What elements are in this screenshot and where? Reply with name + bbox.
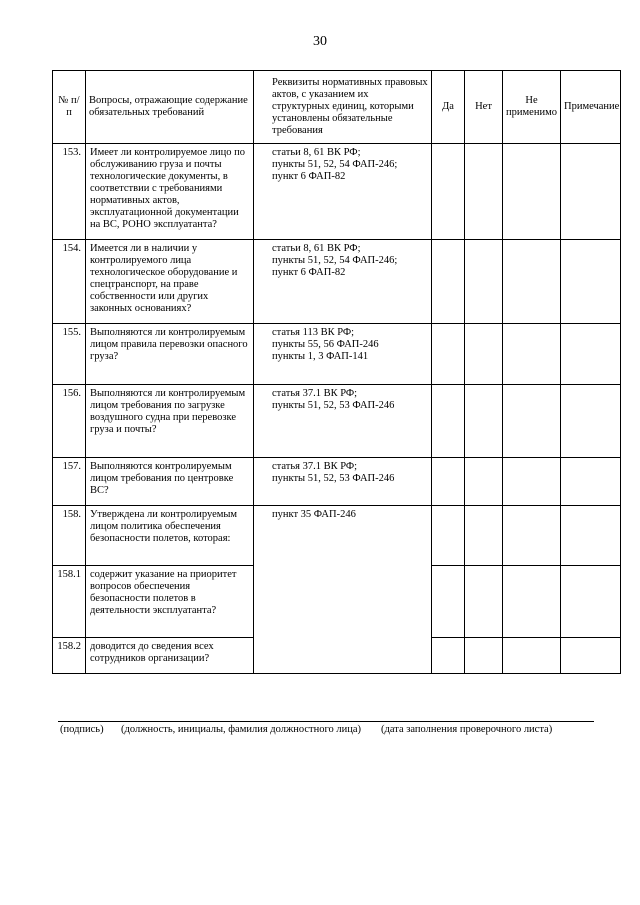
cell-note[interactable]	[561, 458, 621, 506]
cell-yes[interactable]	[432, 144, 465, 240]
row-question: содержит указание на приоритет вопросов обеспечения безопасности полетов в деятельности эксплуатанта?	[86, 566, 254, 638]
act-line: статьи 8, 61 ВК РФ;	[272, 147, 361, 158]
act-line: статья 37.1 ВК РФ;	[272, 461, 358, 472]
signature-line	[58, 721, 594, 722]
row-question: Выполняются ли контролируемым лицом требования по загрузке воздушного судна при перевозке груза и почты?	[86, 385, 254, 458]
table-header-row	[53, 71, 621, 144]
cell-no[interactable]	[465, 240, 503, 324]
cell-not-applicable[interactable]	[503, 566, 561, 638]
row-legal-acts	[254, 240, 432, 324]
act-line: статья 113 ВК РФ;	[272, 327, 355, 338]
header-note: Примечание	[561, 71, 621, 144]
header-yes: Да	[432, 71, 465, 144]
row-question: Имеет ли контролируемое лицо по обслуживанию груза и почты технологические документы, в соответствии с требованиями нормативных актов, эксплуатационной документации на ВС, РОНО эксплуатанта?	[86, 144, 254, 240]
row-number: 156.	[53, 385, 86, 458]
act-line: пункты 51, 52, 53 ФАП-246	[272, 473, 395, 484]
cell-yes[interactable]	[432, 566, 465, 638]
cell-no[interactable]	[465, 144, 503, 240]
cell-not-applicable[interactable]	[503, 144, 561, 240]
cell-yes[interactable]	[432, 638, 465, 674]
row-number: 153.	[53, 144, 86, 240]
cell-note[interactable]	[561, 506, 621, 566]
table-row	[53, 385, 621, 458]
cell-note[interactable]	[561, 566, 621, 638]
row-number: 157.	[53, 458, 86, 506]
cell-not-applicable[interactable]	[503, 458, 561, 506]
row-number: 158.	[53, 506, 86, 566]
cell-note[interactable]	[561, 144, 621, 240]
row-question: доводится до сведения всех сотрудников организации?	[86, 638, 254, 674]
row-legal-acts	[254, 144, 432, 240]
cell-not-applicable[interactable]	[503, 385, 561, 458]
signature-caption: (подпись)	[60, 724, 104, 735]
cell-yes[interactable]	[432, 385, 465, 458]
cell-yes[interactable]	[432, 240, 465, 324]
page-number: 30	[313, 34, 327, 49]
act-line: статья 37.1 ВК РФ;	[272, 388, 358, 399]
row-question: Утверждена ли контролируемым лицом политика обеспечения безопасности полетов, которая:	[86, 506, 254, 566]
row-number: 158.1	[53, 566, 86, 638]
row-question: Выполняются контролируемым лицом требования по центровке ВС?	[86, 458, 254, 506]
cell-not-applicable[interactable]	[503, 240, 561, 324]
cell-not-applicable[interactable]	[503, 638, 561, 674]
act-line: пункты 51, 52, 54 ФАП-246;	[272, 255, 398, 266]
row-number: 154.	[53, 240, 86, 324]
cell-note[interactable]	[561, 324, 621, 385]
cell-no[interactable]	[465, 566, 503, 638]
act-line: пункт 6 ФАП-82	[272, 171, 346, 182]
act-line: пункты 51, 52, 54 ФАП-246;	[272, 159, 398, 170]
row-legal-acts	[254, 385, 432, 458]
fill-date-caption: (дата заполнения проверочного листа)	[381, 724, 553, 735]
header-legal-acts: Реквизиты нормативных правовых актов, с указанием их структурных единиц, которыми установлены обязательные требования	[254, 71, 432, 144]
act-line: пункт 6 ФАП-82	[272, 267, 346, 278]
table-row	[53, 458, 621, 506]
cell-yes[interactable]	[432, 458, 465, 506]
row-legal-acts	[254, 324, 432, 385]
cell-not-applicable[interactable]	[503, 324, 561, 385]
table-row	[53, 240, 621, 324]
row-legal-acts	[254, 458, 432, 506]
row-number: 155.	[53, 324, 86, 385]
cell-not-applicable[interactable]	[503, 506, 561, 566]
header-not-applicable: Не применимо	[503, 71, 561, 144]
row-question: Выполняются ли контролируемым лицом правила перевозки опасного груза?	[86, 324, 254, 385]
act-line: пункты 1, 3 ФАП-141	[272, 351, 369, 362]
cell-yes[interactable]	[432, 324, 465, 385]
cell-no[interactable]	[465, 458, 503, 506]
cell-no[interactable]	[465, 506, 503, 566]
row-legal-acts	[254, 506, 432, 674]
header-question: Вопросы, отражающие содержание обязательных требований	[86, 71, 254, 144]
row-number: 158.2	[53, 638, 86, 674]
cell-no[interactable]	[465, 324, 503, 385]
act-line: пункт 35 ФАП-246	[272, 509, 356, 520]
official-name-caption: (должность, инициалы, фамилия должностного лица)	[121, 724, 362, 735]
header-no: Нет	[465, 71, 503, 144]
row-question: Имеется ли в наличии у контролируемого лица технологическое оборудование и спецтранспорт, на праве собственности или других законных основаниях?	[86, 240, 254, 324]
table-row	[53, 506, 621, 566]
header-num: № п/п	[53, 71, 86, 144]
act-line: пункты 55, 56 ФАП-246	[272, 339, 379, 350]
cell-note[interactable]	[561, 638, 621, 674]
cell-no[interactable]	[465, 385, 503, 458]
cell-note[interactable]	[561, 385, 621, 458]
cell-no[interactable]	[465, 638, 503, 674]
act-line: статьи 8, 61 ВК РФ;	[272, 243, 361, 254]
act-line: пункты 51, 52, 53 ФАП-246	[272, 400, 395, 411]
table-row	[53, 144, 621, 240]
table-row	[53, 324, 621, 385]
checklist-table	[52, 70, 621, 674]
cell-note[interactable]	[561, 240, 621, 324]
cell-yes[interactable]	[432, 506, 465, 566]
